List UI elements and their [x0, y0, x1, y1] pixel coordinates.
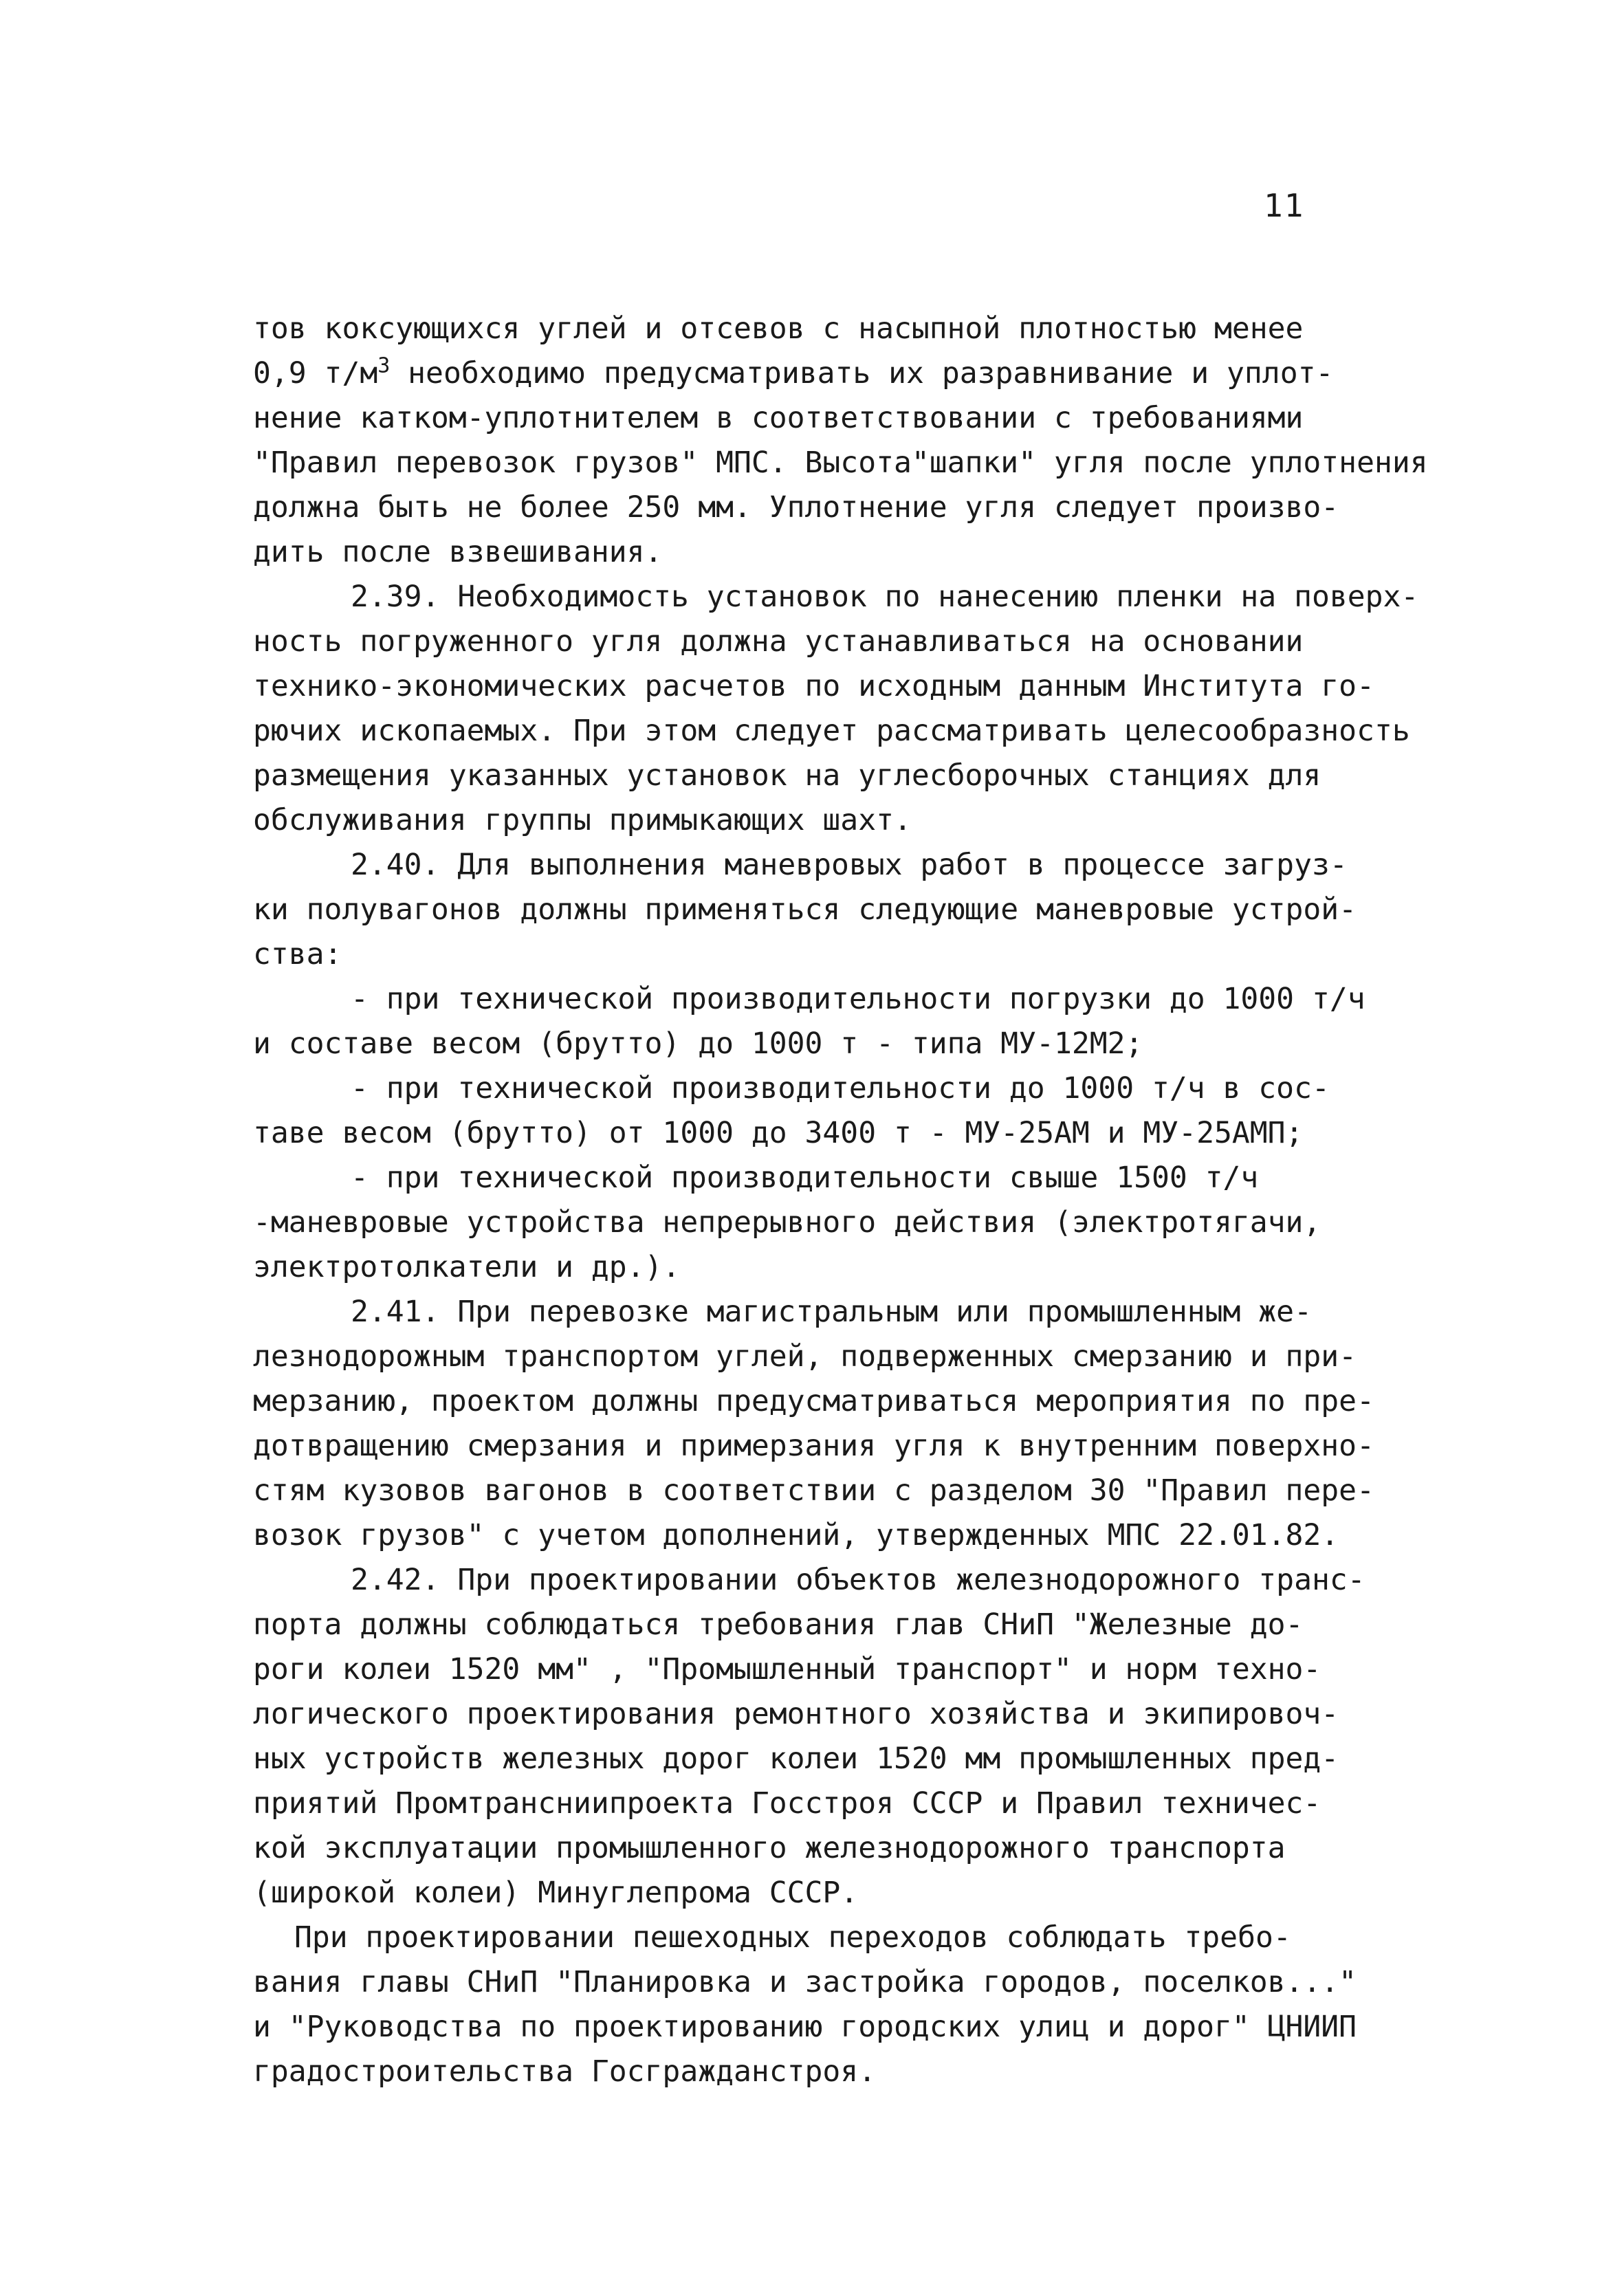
text-line: порта должны соблюдаться требования глав СНиП "Железные до-: [253, 1607, 1304, 1642]
added-note-start: При проектировании пешеходных переходов соблюдать требо-: [294, 1920, 1291, 1955]
text-line: таве весом (брутто) от 1000 до 3400 т - МУ-25АМ и МУ-25АМП;: [253, 1116, 1304, 1150]
list-item-1: - при технической производительности погрузки до 1000 т/ч: [351, 982, 1365, 1016]
text-line: ность погруженного угля должна устанавливаться на основании: [253, 624, 1304, 659]
list-item-3: - при технической производительности свыше 1500 т/ч: [351, 1161, 1259, 1195]
text-line: и составе весом (брутто) до 1000 т - типа МУ-12М2;: [253, 1026, 1143, 1061]
text-line: -маневровые устройства непрерывного действия (электротягачи,: [253, 1205, 1321, 1240]
text-line: возок грузов" с учетом дополнений, утвержденных МПС 22.01.82.: [253, 1518, 1339, 1552]
text-line: рючих ископаемых. При этом следует рассматривать целесообразность: [253, 714, 1410, 748]
superscript: 3: [377, 353, 391, 378]
text-fragment: 0,9 т/м: [253, 356, 378, 391]
text-line: роги колеи 1520 мм" , "Промышленный транспорт" и норм техно-: [253, 1652, 1321, 1687]
text-line: кой эксплуатации промышленного железнодорожного транспорта: [253, 1831, 1286, 1865]
text-line: обслуживания группы примыкающих шахт.: [253, 803, 912, 837]
text-line-with-superscript: [253, 351, 1436, 396]
text-fragment: необходимо предусматривать их разравнивание и уплот-: [390, 356, 1334, 391]
text-line: приятий Промтрансниипроекта Госстроя СССР и Правил техничес-: [253, 1786, 1321, 1821]
page-number: 11: [1264, 187, 1305, 224]
list-item-2: - при технической производительности до 1000 т/ч в сос-: [351, 1071, 1330, 1106]
text-line: ки полувагонов должны применяться следующие маневровые устрой-: [253, 892, 1357, 927]
text-line: "Правил перевозок грузов" МПС. Высота"шапки" угля после уплотнения: [253, 446, 1428, 480]
text-line: мерзанию, проектом должны предусматриваться мероприятия по пре-: [253, 1384, 1374, 1418]
added-note-line: градостроительства Госгражданстроя.: [253, 2054, 877, 2089]
text-line: лезнодорожным транспортом углей, подверженных смерзанию и при-: [253, 1339, 1357, 1374]
paragraph-2-41-start: 2.41. При перевозке магистральным или промышленным же-: [351, 1295, 1312, 1329]
text-line: стям кузовов вагонов в соответствии с разделом 30 "Правил пере-: [253, 1473, 1374, 1508]
text-line: должна быть не более 250 мм. Уплотнение угля следует произво-: [253, 490, 1339, 525]
text-line: (широкой колеи) Минуглепрома СССР.: [253, 1876, 859, 1910]
added-note-line: и "Руководства по проектированию городских улиц и дорог" ЦНИИП: [253, 2010, 1357, 2044]
text-line: размещения указанных установок на углесборочных станциях для: [253, 758, 1321, 793]
paragraph-2-40-start: 2.40. Для выполнения маневровых работ в процессе загруз-: [351, 848, 1348, 882]
text-line: технико-экономических расчетов по исходным данным Института го-: [253, 669, 1374, 703]
text-line: тов коксующихся углей и отсевов с насыпной плотностью менее: [253, 311, 1304, 346]
text-line: нение катком-уплотнителем в соответствовании с требованиями: [253, 401, 1304, 435]
paragraph-2-42-start: 2.42. При проектировании объектов железнодорожного транс-: [351, 1563, 1365, 1597]
text-line: ства:: [253, 937, 342, 971]
text-line: электротолкатели и др.).: [253, 1250, 681, 1284]
text-line: дотвращению смерзания и примерзания угля к внутренним поверхно-: [253, 1429, 1374, 1463]
text-line: логического проектирования ремонтного хозяйства и экипировоч-: [253, 1697, 1339, 1731]
paragraph-2-39-start: 2.39. Необходимость установок по нанесению пленки на поверх-: [351, 580, 1419, 614]
document-body: [253, 307, 1436, 2094]
added-note-line: вания главы СНиП "Планировка и застройка городов, поселков...": [253, 1965, 1357, 1999]
text-line: дить после взвешивания.: [253, 535, 663, 569]
text-line: ных устройств железных дорог колеи 1520 мм промышленных пред-: [253, 1742, 1339, 1776]
